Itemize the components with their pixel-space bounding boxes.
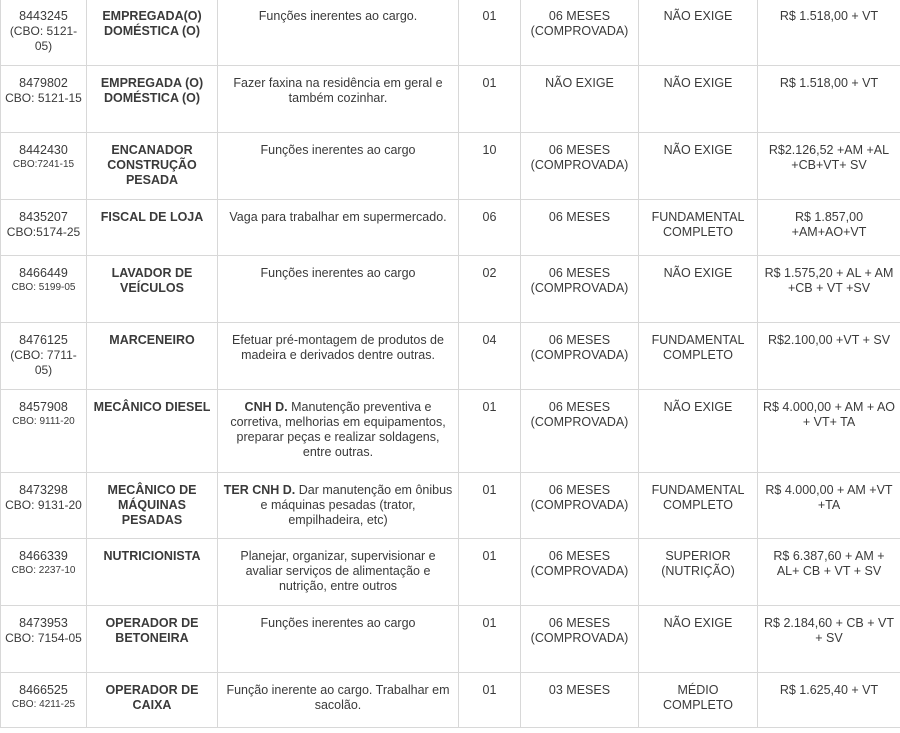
table-row [1,606,900,673]
salary-cell [758,390,900,473]
vacancy-code-cell [1,473,87,539]
experience-required: 06 MESES (COMPROVADA) [530,483,629,512]
cbo-code: CBO:7241-15 [12,159,75,170]
openings-count: 01 [482,616,497,630]
openings-cell [459,673,521,728]
schooling-cell [639,323,758,390]
openings-cell [459,200,521,256]
job-title: MECÂNICO DIESEL [93,400,211,414]
openings-count: 01 [482,549,497,563]
table-row [1,66,900,133]
schooling-cell [639,473,758,539]
job-description-cell [218,66,459,133]
job-title: OPERADOR DE CAIXA [105,683,199,712]
vacancy-code-cell [1,66,87,133]
job-title-cell [87,0,218,66]
experience-required: 06 MESES (COMPROVADA) [530,9,629,38]
schooling-cell [639,0,758,66]
salary-cell [758,473,900,539]
table-row [1,539,900,606]
salary-benefits: R$ 2.184,60 + CB + VT + SV [764,616,894,645]
schooling-required: NÃO EXIGE [663,76,733,90]
job-description-cell [218,390,459,473]
cbo-code: CBO: 5199-05 [11,282,76,293]
salary-benefits: R$ 1.518,00 + VT [779,76,879,90]
salary-benefits: R$ 1.518,00 + VT [779,9,879,23]
schooling-required: MÉDIO COMPLETO [663,683,733,712]
openings-count: 01 [482,9,497,23]
cbo-code: CBO: 9111-20 [12,416,75,427]
job-title: ENCANADOR CONSTRUÇÃO PESADA [107,143,197,187]
cbo-code: CBO:5174-25 [6,225,81,239]
vacancy-code-cell [1,539,87,606]
schooling-cell [639,200,758,256]
experience-cell [521,539,639,606]
job-title: LAVADOR DE VEÍCULOS [111,266,193,295]
experience-cell [521,0,639,66]
table-row [1,0,900,66]
openings-count: 02 [482,266,497,280]
job-title: EMPREGADA (O) DOMÉSTICA (O) [100,76,204,105]
job-description-requirement: TER CNH D. [223,483,296,497]
cbo-code: CBO: 4211-25 [11,699,76,710]
openings-cell [459,0,521,66]
salary-benefits: R$ 4.000,00 + AM +VT +TA [765,483,893,512]
experience-required: NÃO EXIGE [545,76,614,90]
job-description-cell [218,200,459,256]
table-row [1,256,900,323]
schooling-cell [639,539,758,606]
vacancy-code-cell [1,606,87,673]
salary-cell [758,66,900,133]
cbo-code: CBO: 9131-20 [5,498,82,512]
salary-cell [758,200,900,256]
openings-cell [459,256,521,323]
vacancy-code: 8442430 [19,143,68,157]
job-title-cell [87,390,218,473]
job-description: Funções inerentes ao cargo [260,616,416,630]
openings-count: 01 [482,400,497,414]
job-description: Funções inerentes ao cargo. [258,9,418,23]
job-title-cell [87,323,218,390]
openings-cell [459,390,521,473]
schooling-required: SUPERIOR (NUTRIÇÃO) [661,549,735,578]
schooling-required: FUNDAMENTAL COMPLETO [651,333,745,362]
job-title-cell [87,673,218,728]
table-body [1,0,900,728]
schooling-required: NÃO EXIGE [663,143,733,157]
experience-required: 06 MESES (COMPROVADA) [530,549,629,578]
job-description-cell [218,0,459,66]
salary-benefits: R$ 1.857,00 +AM+AO+VT [791,210,867,239]
salary-cell [758,673,900,728]
schooling-required: FUNDAMENTAL COMPLETO [651,210,745,239]
job-description-cell [218,323,459,390]
openings-count: 10 [482,143,497,157]
job-description: Efetuar pré-montagem de produtos de madeira e derivados dentre outras. [232,333,444,362]
vacancy-code: 8473298 [19,483,68,497]
experience-required: 06 MESES (COMPROVADA) [530,266,629,295]
schooling-cell [639,390,758,473]
openings-cell [459,133,521,200]
schooling-cell [639,606,758,673]
job-title-cell [87,66,218,133]
experience-cell [521,323,639,390]
experience-cell [521,390,639,473]
table-row [1,390,900,473]
job-description: Funções inerentes ao cargo [260,266,416,280]
job-title-cell [87,539,218,606]
schooling-required: NÃO EXIGE [663,616,733,630]
vacancy-code: 8457908 [19,400,68,414]
salary-benefits: R$ 1.575,20 + AL + AM +CB + VT +SV [764,266,894,295]
job-description-cell [218,256,459,323]
job-description: Fazer faxina na residência em geral e também cozinhar. [233,76,443,105]
job-description-cell [218,673,459,728]
experience-cell [521,133,639,200]
table-row [1,133,900,200]
vacancy-code-cell [1,673,87,728]
schooling-cell [639,673,758,728]
job-description-requirement: CNH D. [244,400,288,414]
openings-count: 06 [482,210,497,224]
job-description-cell [218,539,459,606]
experience-cell [521,473,639,539]
vacancy-code: 8466339 [19,549,68,563]
vacancy-code-cell [1,256,87,323]
job-title-cell [87,200,218,256]
salary-cell [758,256,900,323]
salary-cell [758,323,900,390]
vacancy-code: 8473953 [19,616,68,630]
table-row [1,200,900,256]
cbo-code: CBO: 7154-05 [5,631,82,645]
schooling-required: FUNDAMENTAL COMPLETO [651,483,745,512]
job-description-cell [218,606,459,673]
experience-cell [521,256,639,323]
openings-cell [459,606,521,673]
salary-cell [758,539,900,606]
experience-required: 06 MESES [548,210,611,224]
experience-required: 03 MESES [548,683,611,697]
job-title: OPERADOR DE BETONEIRA [105,616,199,645]
experience-required: 06 MESES (COMPROVADA) [530,143,629,172]
cbo-code: CBO: 5121-15 [5,91,82,105]
openings-cell [459,66,521,133]
job-description: Manutenção preventiva e corretiva, melhorias em equipamentos, preparar peças e realizar soldagens, entre outras. [230,400,446,459]
experience-required: 06 MESES (COMPROVADA) [530,333,629,362]
cbo-code: (CBO: 5121-05) [9,24,78,53]
vacancy-code-cell [1,133,87,200]
openings-count: 01 [482,483,497,497]
experience-required: 06 MESES (COMPROVADA) [530,400,629,429]
salary-benefits: R$2.126,52 +AM +AL +CB+VT+ SV [768,143,890,172]
salary-benefits: R$ 4.000,00 + AM + AO + VT+ TA [762,400,896,429]
salary-cell [758,133,900,200]
job-title-cell [87,606,218,673]
job-description: Planejar, organizar, supervisionar e avaliar serviços de alimentação e nutrição, entre outros [240,549,436,593]
vacancy-code: 8476125 [19,333,68,347]
experience-cell [521,673,639,728]
job-description-cell [218,473,459,539]
vacancy-code-cell [1,390,87,473]
openings-cell [459,473,521,539]
job-description: Vaga para trabalhar em supermercado. [229,210,447,224]
vacancy-code: 8479802 [19,76,68,90]
salary-cell [758,0,900,66]
salary-benefits: R$ 1.625,40 + VT [779,683,879,697]
vacancy-code: 8466525 [19,683,68,697]
job-title: FISCAL DE LOJA [100,210,204,224]
job-title: MARCENEIRO [109,333,195,347]
vacancy-code-cell [1,0,87,66]
schooling-cell [639,66,758,133]
experience-required: 06 MESES (COMPROVADA) [530,616,629,645]
job-description: Dar manutenção em ônibus e máquinas pesadas (trator, empilhadeira, etc) [260,483,453,527]
job-title: MECÂNICO DE MÁQUINAS PESADAS [107,483,197,527]
openings-cell [459,539,521,606]
job-description: Função inerente ao cargo. Trabalhar em sacolão. [226,683,450,712]
openings-count: 01 [482,76,497,90]
schooling-cell [639,133,758,200]
table-row [1,673,900,728]
experience-cell [521,66,639,133]
experience-cell [521,606,639,673]
table-row [1,473,900,539]
job-title: EMPREGADA(O) DOMÉSTICA (O) [102,9,202,38]
schooling-cell [639,256,758,323]
schooling-required: NÃO EXIGE [663,400,733,414]
experience-cell [521,200,639,256]
job-title: NUTRICIONISTA [103,549,201,563]
vacancy-code-cell [1,200,87,256]
job-description: Funções inerentes ao cargo [260,143,416,157]
job-title-cell [87,473,218,539]
schooling-required: NÃO EXIGE [663,9,733,23]
vacancy-code-cell [1,323,87,390]
job-title-cell [87,256,218,323]
salary-cell [758,606,900,673]
salary-benefits: R$2.100,00 +VT + SV [767,333,891,347]
salary-benefits: R$ 6.387,60 + AM + AL+ CB + VT + SV [773,549,885,578]
openings-cell [459,323,521,390]
schooling-required: NÃO EXIGE [663,266,733,280]
vacancy-code: 8435207 [19,210,68,224]
job-description-cell [218,133,459,200]
cbo-code: (CBO: 7711-05) [10,348,77,377]
cbo-code: CBO: 2237-10 [11,565,76,576]
openings-count: 01 [482,683,497,697]
vacancy-code: 8443245 [19,9,68,23]
job-title-cell [87,133,218,200]
openings-count: 04 [482,333,497,347]
table-row [1,323,900,390]
vacancy-code: 8466449 [19,266,68,280]
